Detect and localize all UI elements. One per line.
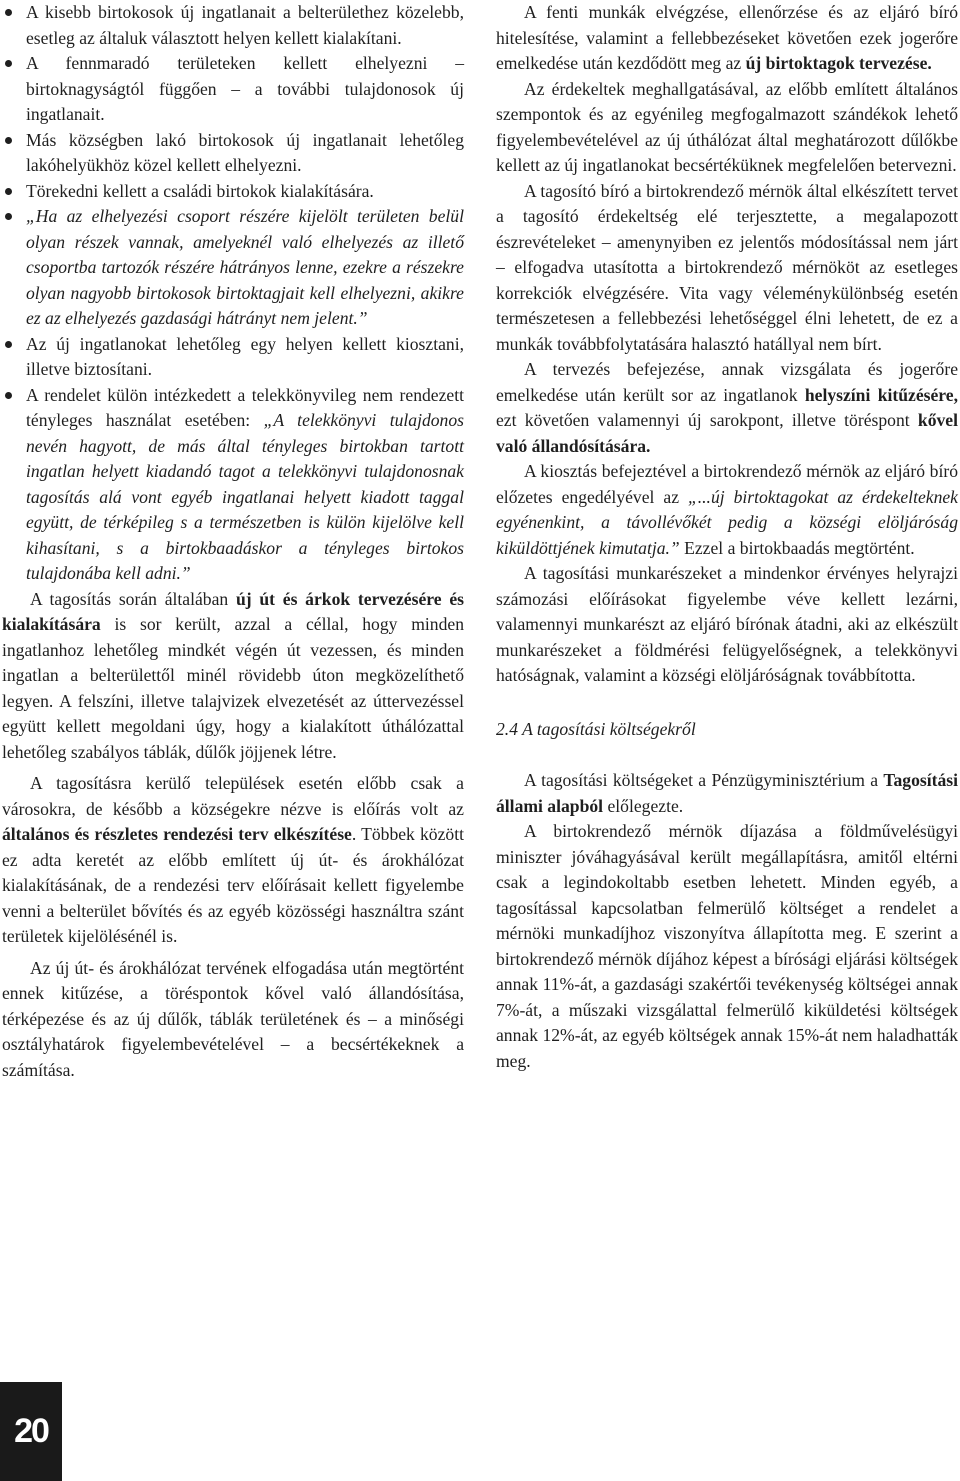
list-item-quote: „A telekkönyvi tulajdonos nevén hagyott, de más által tényleges birtokban tartott ingatlan helyett kiadandó tagot a telekkönyvi tulajdonosnak tagosítás alá vont egyéb ingatlanai helyett kiadott taggal együtt, de térképileg s a természetben is külön kijelölve kell kihasítani, s a birtokbaadáskor a tényleges birtokos tulajdonába kell adni.” bbox=[26, 410, 464, 583]
page-number: 20 bbox=[0, 1382, 62, 1481]
principles-list bbox=[2, 0, 464, 587]
paragraph-judge: A tagosító bíró a birtokrendező mérnök által elkészített tervet a tagosító érdekeltség elé terjesztette, a megalapozott észrevételeket – amenynyiben ez jelentős módosítással nem járt – elfogadva utasította a birtokrendező mérnököt az esetleges korrekciók elvégzésére. Vita vagy véleménykülönbség esetén természetesen a fellebbezési lehetőséggel élni lehetett, de ez a munkák továbbfolytatására halasztó hatállyal nem bírt. bbox=[496, 180, 958, 354]
list-item: Az új ingatlanokat lehetőleg egy helyen kellett kiosztani, illetve biztosítani. bbox=[2, 332, 464, 383]
paragraph-text: A tervezés befejezése, annak vizsgálata és jogerőre emelkedése után került sor az ingatlanok bbox=[496, 359, 958, 405]
paragraph-text: A tagosításra kerülő települések esetén előbb csak a városokra, de később a községekre nézve is előírás volt az bbox=[2, 773, 464, 819]
paragraph-emphasis: általános és részletes rendezési terv elkészítése bbox=[2, 824, 352, 844]
paragraph-distribution bbox=[496, 459, 958, 561]
paragraph-text: Ezzel a birtokbaadás megtörtént. bbox=[679, 537, 915, 558]
paragraph-quote: „...új birtoktagokat az érdekelteknek egyénenkint, a távollévőkét pedig a községi elöljáróság kiküldöttjének kimutatja.” bbox=[496, 486, 958, 558]
paragraph-costs bbox=[496, 768, 958, 819]
paragraph-text: előlegezte. bbox=[603, 795, 684, 816]
list-item: Törekedni kellett a családi birtokok kialakítására. bbox=[2, 179, 464, 205]
list-item bbox=[2, 383, 464, 587]
paragraph-text: is sor került, azzal a céllal, hogy minden ingatlanhoz lehetőleg mindkét végén út vezessen, és minden ingatlan a belterülettől minél rövidebb úton megközelíthető legyen. A felszíni, illetve talajvizek elvezetését az úttervezéssel együtt kellett megoldani úgy, hogy a kialakított úthálózattal lehetőleg szabályos táblák, dűlők jöjjenek létre. bbox=[2, 614, 464, 762]
paragraph-fees: A birtokrendező mérnök díjazása a földművelésügyi miniszter jóváhagyásával került megállapításra, amitől eltérni csak a legindokoltabb esetben lehetett. Minden egyéb, a tagosítással kapcsolatban felmerülő költséget a rendelet a mérnöki munkadíjhoz viszonyítva állapította meg. E szerint a birtokrendező mérnök díjához képest a bírósági eljárási költségek annak 11%-át, a gazdasági szakértői tevékenység költségei annak 7%-át, a műszaki vizsgálattal felmerülő kiküldetési költségek annak 12%-át, az egyéb költségek annak 15%-át nem haladhatták meg. bbox=[496, 821, 958, 1071]
paragraph-road-planning bbox=[2, 587, 464, 766]
paragraph-text: A kiosztás befejeztével a birtokrendező mérnök az eljáró bíró előzetes engedélyével az bbox=[496, 461, 958, 507]
paragraph-regulation-plan bbox=[2, 771, 464, 950]
paragraph-emphasis: új birtoktagok tervezése. bbox=[745, 53, 932, 73]
paragraph-staking: Az új út- és árokhálózat tervének elfogadása után megtörtént ennek kitűzése, a töréspontok kővel való állandósítása, térképezése és az új dűlők, táblák területének és – a minőségi osztályhatárok figyelembevételével – a becsértékeknek a számítása. bbox=[2, 957, 464, 1080]
paragraph-text: ezt követően valamennyi új sarokpont, illetve töréspont bbox=[496, 410, 918, 430]
paragraph-emphasis: kővel való állandósítására. bbox=[496, 410, 958, 456]
paragraph-text: A fenti munkák elvégzése, ellenőrzése és az eljáró bíró hitelesítése, valamint a fellebbezéseket követően ezek jogerőre emelkedése után kezdődött meg az bbox=[496, 2, 958, 73]
section-heading: 2.4 A tagosítási költségekről bbox=[496, 718, 696, 739]
paragraph-closing: A tagosítási munkarészeket a mindenkor érvényes helyrajzi számozási előírásokat figyelembe véve kellett lezárni, valamennyi munkarészt az eljáró bírónak átadni, aki az elkészült munkarészeket a földmérési felügyelőségnek, a telekkönyvi hatóságnak, valamint a községi elöljáróságnak továbbította. bbox=[496, 563, 958, 685]
paragraph-field-staking bbox=[496, 357, 958, 459]
paragraph-emphasis: helyszíni kitűzésére, bbox=[804, 384, 958, 405]
paragraph-text: A tagosítási költségeket a Pénzügyminisztérium a bbox=[524, 770, 884, 790]
list-item: A kisebb birtokosok új ingatlanait a belterülethez közelebb, esetleg az általuk választott helyen kellett kialakítani. bbox=[2, 0, 464, 51]
paragraph-text: . Többek között ez adta keretét az előbb említett új út- és árokhálózat kialakításának, de a rendezési terv előírásait kellett figyelembe venni a belterület bővítés és az egyéb közösségi használtra szánt területek kijelölésénél is. bbox=[2, 824, 464, 946]
paragraph-emphasis: Tagosítási állami alapból bbox=[496, 770, 958, 816]
list-item-quote: „Ha az elhelyezési csoport részére kijelölt területen belül olyan részek vannak, amelyeknél való elhelyezés az illető csoportba tartozók részére hátrányos lenne, ezekre a részekre olyan nagyobb birtokosok birtoktagjait kell elhelyezni, akikre ez az elhelyezés gazdasági hátrányt nem jelent.” bbox=[2, 204, 464, 332]
paragraph-emphasis: új út és árkok tervezésére és kialakítására bbox=[2, 588, 464, 634]
left-column bbox=[2, 0, 464, 1083]
list-item-text: A rendelet külön intézkedett a telekkönyvileg nem rendezett tényleges használat esetében: bbox=[26, 384, 464, 430]
right-column bbox=[496, 0, 958, 1074]
paragraph-new-plots bbox=[496, 0, 958, 77]
list-item: A fennmaradó területeken kellett elhelyezni – birtoknagyságtól függően – a további tulajdonosok új ingatlanait. bbox=[2, 51, 464, 128]
paragraph-hearing: Az érdekeltek meghallgatásával, az előbb említett általános szempontok és az egyénileg megfogalmazott szándékok lehető figyelembevételével az új úthálózat által meghatározott dűlőkbe kellett az új ingatlanokat becsértéküknek megfelelően betervezni. bbox=[496, 78, 958, 175]
paragraph-text: A tagosítás során általában bbox=[30, 588, 236, 609]
list-item: Más községben lakó birtokosok új ingatlanait lehetőleg lakóhelyükhöz közel kellett elhelyezni. bbox=[2, 128, 464, 179]
